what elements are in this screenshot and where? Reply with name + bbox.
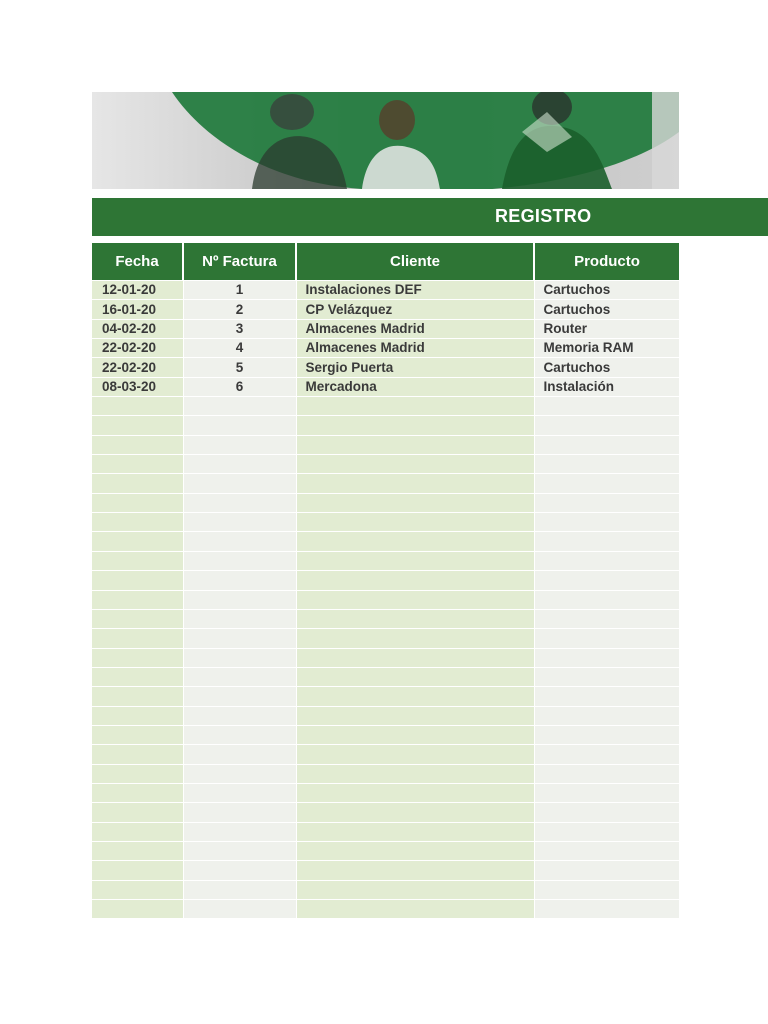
cell-fecha-empty[interactable] <box>92 783 183 802</box>
cell-cliente-empty[interactable] <box>296 706 534 725</box>
cell-cliente-empty[interactable] <box>296 841 534 860</box>
table-row-empty <box>92 745 679 764</box>
cell-producto-empty[interactable] <box>534 629 679 648</box>
cell-cliente-empty[interactable] <box>296 590 534 609</box>
page-title: REGISTRO <box>495 206 592 226</box>
cell-cliente-empty[interactable] <box>296 513 534 532</box>
cell-factura[interactable]: 2 <box>183 300 296 319</box>
cell-producto-empty[interactable] <box>534 745 679 764</box>
table-row-empty <box>92 474 679 493</box>
cell-producto-empty[interactable] <box>534 822 679 841</box>
cell-cliente-empty[interactable] <box>296 648 534 667</box>
table-header-row <box>92 243 679 281</box>
table-row-empty <box>92 513 679 532</box>
table-row-empty <box>92 590 679 609</box>
cell-factura-empty[interactable] <box>183 590 296 609</box>
table-row-empty <box>92 648 679 667</box>
cell-cliente-empty[interactable] <box>296 822 534 841</box>
cell-producto-empty[interactable] <box>534 648 679 667</box>
cell-factura[interactable]: 1 <box>183 281 296 300</box>
table-row-empty <box>92 629 679 648</box>
cell-cliente-empty[interactable] <box>296 803 534 822</box>
register-table <box>92 243 679 918</box>
cell-factura-empty[interactable] <box>183 455 296 474</box>
cell-cliente-empty[interactable] <box>296 687 534 706</box>
cell-fecha-empty[interactable] <box>92 880 183 899</box>
cell-factura[interactable]: 3 <box>183 319 296 338</box>
cell-producto[interactable]: Memoria RAM <box>534 339 679 358</box>
cell-fecha-empty[interactable] <box>92 629 183 648</box>
cell-fecha-empty[interactable] <box>92 667 183 686</box>
cell-factura-empty[interactable] <box>183 783 296 802</box>
cell-producto-empty[interactable] <box>534 706 679 725</box>
cell-cliente-empty[interactable] <box>296 416 534 435</box>
cell-fecha-empty[interactable] <box>92 822 183 841</box>
title-bar <box>92 198 768 236</box>
cell-fecha-empty[interactable] <box>92 609 183 628</box>
cell-factura-empty[interactable] <box>183 513 296 532</box>
cell-factura-empty[interactable] <box>183 861 296 880</box>
cell-cliente-empty[interactable] <box>296 474 534 493</box>
table-row-empty <box>92 764 679 783</box>
cell-cliente[interactable]: CP Velázquez <box>296 300 534 319</box>
table-row-empty <box>92 880 679 899</box>
cell-factura-empty[interactable] <box>183 764 296 783</box>
cell-cliente[interactable]: Instalaciones DEF <box>296 281 534 300</box>
cell-producto-empty[interactable] <box>534 435 679 454</box>
table-row <box>92 300 679 319</box>
cell-fecha[interactable]: 22-02-20 <box>92 358 183 377</box>
cell-factura-empty[interactable] <box>183 822 296 841</box>
table-row-empty <box>92 725 679 744</box>
cell-cliente-empty[interactable] <box>296 532 534 551</box>
cell-factura-empty[interactable] <box>183 571 296 590</box>
cell-fecha-empty[interactable] <box>92 764 183 783</box>
cell-fecha-empty[interactable] <box>92 861 183 880</box>
cell-factura-empty[interactable] <box>183 397 296 416</box>
table-row-empty <box>92 435 679 454</box>
cell-fecha-empty[interactable] <box>92 493 183 512</box>
cell-producto-empty[interactable] <box>534 667 679 686</box>
cell-producto-empty[interactable] <box>534 764 679 783</box>
cell-cliente[interactable]: Mercadona <box>296 377 534 396</box>
table-row-empty <box>92 571 679 590</box>
cell-producto-empty[interactable] <box>534 455 679 474</box>
cell-factura-empty[interactable] <box>183 745 296 764</box>
cell-fecha-empty[interactable] <box>92 416 183 435</box>
table-row-empty <box>92 900 679 919</box>
cell-fecha-empty[interactable] <box>92 745 183 764</box>
cell-factura-empty[interactable] <box>183 493 296 512</box>
table-row-empty <box>92 687 679 706</box>
cell-fecha[interactable]: 12-01-20 <box>92 281 183 300</box>
table-row-empty <box>92 706 679 725</box>
cell-factura[interactable]: 4 <box>183 339 296 358</box>
cell-factura-empty[interactable] <box>183 900 296 919</box>
cell-producto-empty[interactable] <box>534 783 679 802</box>
cell-fecha[interactable]: 22-02-20 <box>92 339 183 358</box>
cell-producto-empty[interactable] <box>534 513 679 532</box>
cell-producto[interactable]: Instalación <box>534 377 679 396</box>
cell-cliente-empty[interactable] <box>296 397 534 416</box>
table-row-empty <box>92 822 679 841</box>
table-row <box>92 281 679 300</box>
cell-cliente-empty[interactable] <box>296 493 534 512</box>
table-row-empty <box>92 861 679 880</box>
cell-producto-empty[interactable] <box>534 551 679 570</box>
cell-fecha-empty[interactable] <box>92 725 183 744</box>
table-row-empty <box>92 532 679 551</box>
column-header-factura: Nº Factura <box>183 243 296 281</box>
table-row <box>92 358 679 377</box>
banner-photo <box>92 92 679 189</box>
cell-producto[interactable]: Cartuchos <box>534 300 679 319</box>
cell-cliente-empty[interactable] <box>296 455 534 474</box>
cell-factura-empty[interactable] <box>183 629 296 648</box>
cell-factura-empty[interactable] <box>183 648 296 667</box>
cell-factura-empty[interactable] <box>183 880 296 899</box>
table-body <box>92 281 679 919</box>
cell-producto-empty[interactable] <box>534 474 679 493</box>
cell-fecha-empty[interactable] <box>92 397 183 416</box>
cell-cliente-empty[interactable] <box>296 571 534 590</box>
cell-producto-empty[interactable] <box>534 416 679 435</box>
table-row-empty <box>92 783 679 802</box>
cell-cliente[interactable]: Almacenes Madrid <box>296 339 534 358</box>
table-row-empty <box>92 609 679 628</box>
cell-producto-empty[interactable] <box>534 900 679 919</box>
cell-fecha-empty[interactable] <box>92 455 183 474</box>
cell-producto-empty[interactable] <box>534 493 679 512</box>
table-row-empty <box>92 803 679 822</box>
cell-factura-empty[interactable] <box>183 667 296 686</box>
cell-fecha-empty[interactable] <box>92 571 183 590</box>
cell-factura-empty[interactable] <box>183 532 296 551</box>
table-row-empty <box>92 455 679 474</box>
cell-cliente-empty[interactable] <box>296 783 534 802</box>
table-row <box>92 377 679 396</box>
cell-fecha-empty[interactable] <box>92 513 183 532</box>
cell-cliente-empty[interactable] <box>296 900 534 919</box>
cell-fecha-empty[interactable] <box>92 900 183 919</box>
cell-producto-empty[interactable] <box>534 397 679 416</box>
cell-factura-empty[interactable] <box>183 803 296 822</box>
cell-cliente-empty[interactable] <box>296 609 534 628</box>
cell-fecha-empty[interactable] <box>92 706 183 725</box>
cell-producto-empty[interactable] <box>534 687 679 706</box>
cell-factura-empty[interactable] <box>183 416 296 435</box>
people-photo-icon <box>92 92 679 189</box>
table-row-empty <box>92 397 679 416</box>
cell-producto-empty[interactable] <box>534 803 679 822</box>
cell-fecha-empty[interactable] <box>92 590 183 609</box>
table-row-empty <box>92 667 679 686</box>
column-header-cliente: Cliente <box>296 243 534 281</box>
cell-producto[interactable]: Cartuchos <box>534 358 679 377</box>
cell-producto-empty[interactable] <box>534 590 679 609</box>
cell-fecha[interactable]: 16-01-20 <box>92 300 183 319</box>
cell-factura[interactable]: 5 <box>183 358 296 377</box>
cell-cliente-empty[interactable] <box>296 629 534 648</box>
cell-fecha-empty[interactable] <box>92 551 183 570</box>
cell-producto[interactable]: Router <box>534 319 679 338</box>
cell-factura-empty[interactable] <box>183 609 296 628</box>
table-row <box>92 339 679 358</box>
cell-fecha[interactable]: 08-03-20 <box>92 377 183 396</box>
cell-producto[interactable]: Cartuchos <box>534 281 679 300</box>
column-header-producto: Producto <box>534 243 679 281</box>
cell-fecha[interactable]: 04-02-20 <box>92 319 183 338</box>
cell-factura-empty[interactable] <box>183 706 296 725</box>
cell-factura[interactable]: 6 <box>183 377 296 396</box>
cell-factura-empty[interactable] <box>183 841 296 860</box>
cell-producto-empty[interactable] <box>534 532 679 551</box>
cell-producto-empty[interactable] <box>534 841 679 860</box>
cell-cliente[interactable]: Sergio Puerta <box>296 358 534 377</box>
cell-cliente-empty[interactable] <box>296 667 534 686</box>
cell-cliente-empty[interactable] <box>296 861 534 880</box>
cell-producto-empty[interactable] <box>534 880 679 899</box>
cell-producto-empty[interactable] <box>534 725 679 744</box>
cell-factura-empty[interactable] <box>183 725 296 744</box>
cell-cliente-empty[interactable] <box>296 764 534 783</box>
cell-cliente-empty[interactable] <box>296 725 534 744</box>
cell-cliente-empty[interactable] <box>296 880 534 899</box>
table-row-empty <box>92 841 679 860</box>
cell-producto-empty[interactable] <box>534 861 679 880</box>
cell-fecha-empty[interactable] <box>92 435 183 454</box>
cell-producto-empty[interactable] <box>534 609 679 628</box>
cell-fecha-empty[interactable] <box>92 474 183 493</box>
cell-producto-empty[interactable] <box>534 571 679 590</box>
table-row <box>92 319 679 338</box>
column-header-fecha: Fecha <box>92 243 183 281</box>
cell-fecha-empty[interactable] <box>92 687 183 706</box>
cell-cliente-empty[interactable] <box>296 551 534 570</box>
cell-cliente-empty[interactable] <box>296 745 534 764</box>
cell-fecha-empty[interactable] <box>92 648 183 667</box>
cell-fecha-empty[interactable] <box>92 841 183 860</box>
table-row-empty <box>92 416 679 435</box>
cell-fecha-empty[interactable] <box>92 532 183 551</box>
cell-factura-empty[interactable] <box>183 474 296 493</box>
cell-cliente[interactable]: Almacenes Madrid <box>296 319 534 338</box>
cell-fecha-empty[interactable] <box>92 803 183 822</box>
table-row-empty <box>92 551 679 570</box>
cell-cliente-empty[interactable] <box>296 435 534 454</box>
cell-factura-empty[interactable] <box>183 435 296 454</box>
cell-factura-empty[interactable] <box>183 687 296 706</box>
table-row-empty <box>92 493 679 512</box>
cell-factura-empty[interactable] <box>183 551 296 570</box>
